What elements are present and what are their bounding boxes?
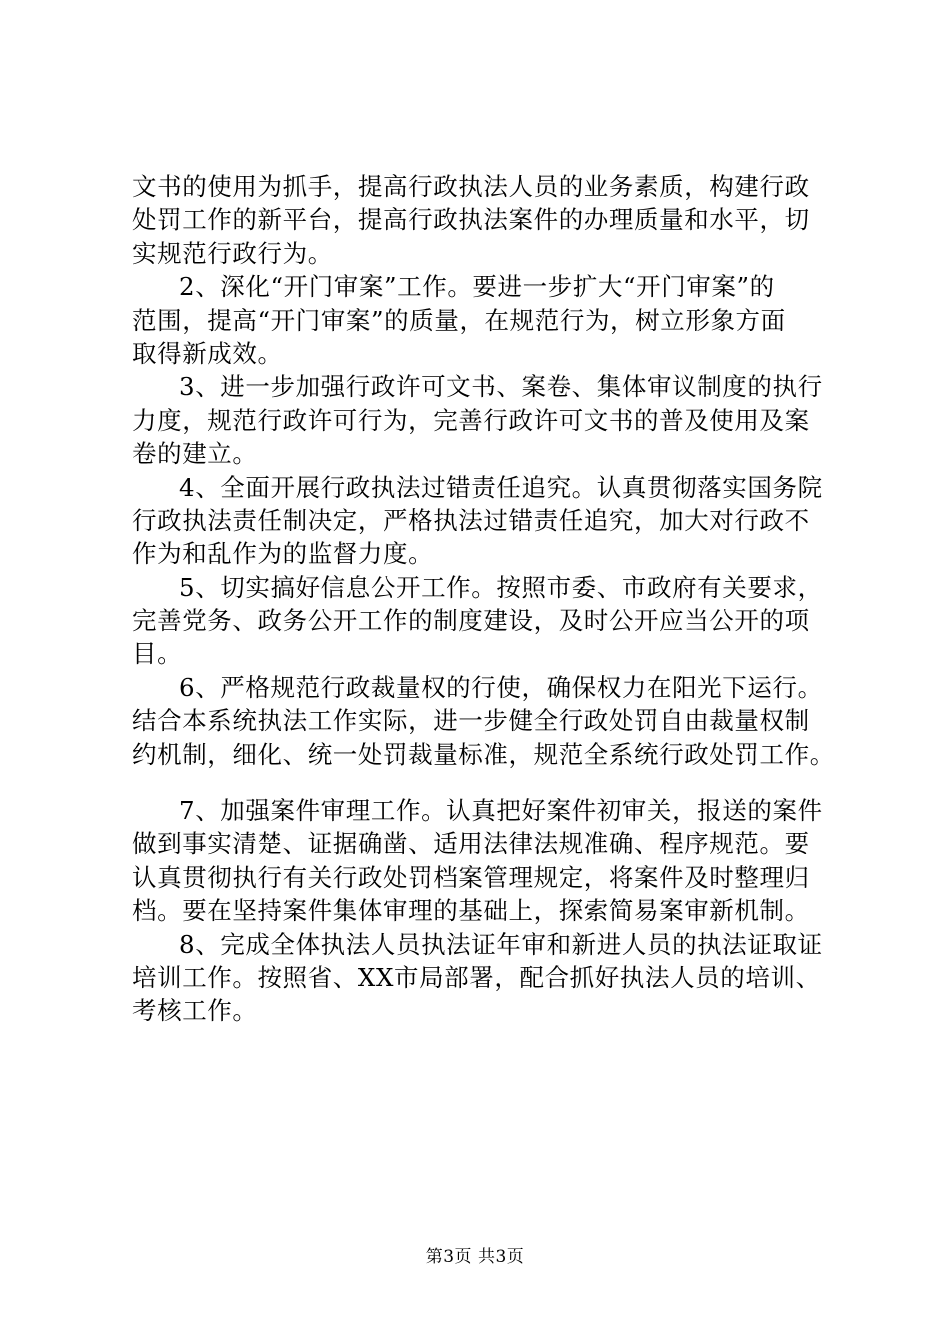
document-line: 目。: [132, 639, 183, 669]
document-line: 力度，规范行政许可行为，完善行政许可文书的普及使用及案: [132, 405, 810, 435]
document-line: 档。要在坚持案件集体审理的基础上，探索简易案审新机制。: [132, 896, 810, 926]
document-line: 做到事实清楚、证据确凿、适用法律法规准确、程序规范。要: [132, 829, 810, 859]
document-line: 8、完成全体执法人员执法证年审和新进人员的执法证取证: [179, 929, 823, 959]
document-line: 取得新成效。: [132, 338, 283, 368]
page-footer: 第3页 共3页: [425, 1247, 525, 1267]
document-line: 培训工作。按照省、XX市局部署，配合抓好执法人员的培训、: [132, 962, 821, 992]
document-line: 作为和乱作为的监督力度。: [132, 539, 434, 569]
document-line: 结合本系统执法工作实际，进一步健全行政处罚自由裁量权制: [132, 706, 810, 736]
document-line: 4、全面开展行政执法过错责任追究。认真贯彻落实国务院: [179, 472, 823, 502]
document-line: 2、深化“开门审案”工作。要进一步扩大“开门审案”的: [179, 272, 775, 302]
document-line: 行政执法责任制决定，严格执法过错责任追究，加大对行政不: [132, 505, 810, 535]
document-line: 文书的使用为抓手，提高行政执法人员的业务素质，构建行政: [132, 172, 810, 201]
document-line: 范围，提高“开门审案”的质量，在规范行为，树立形象方面: [132, 305, 786, 335]
document-line: 处罚工作的新平台，提高行政执法案件的办理质量和水平，切: [132, 205, 810, 235]
document-line: 约机制，细化、统一处罚裁量标准，规范全系统行政处罚工作。: [132, 739, 835, 769]
document-body: [132, 170, 835, 1028]
document-line: 实规范行政行为。: [132, 238, 333, 268]
document-line: 7、加强案件审理工作。认真把好案件初审关，报送的案件: [179, 796, 823, 826]
document-line: 认真贯彻执行有关行政处罚档案管理规定，将案件及时整理归: [132, 862, 810, 892]
document-line: 3、进一步加强行政许可文书、案卷、集体审议制度的执行: [179, 372, 823, 402]
document-line: 6、严格规范行政裁量权的行使，确保权力在阳光下运行。: [179, 672, 823, 702]
paragraph-gap: [132, 771, 824, 794]
document-line: 考核工作。: [132, 996, 258, 1026]
document-line: 5、切实搞好信息公开工作。按照市委、市政府有关要求，: [179, 572, 823, 602]
document-line: 卷的建立。: [132, 439, 258, 469]
document-line: 完善党务、政务公开工作的制度建设，及时公开应当公开的项: [132, 606, 810, 636]
